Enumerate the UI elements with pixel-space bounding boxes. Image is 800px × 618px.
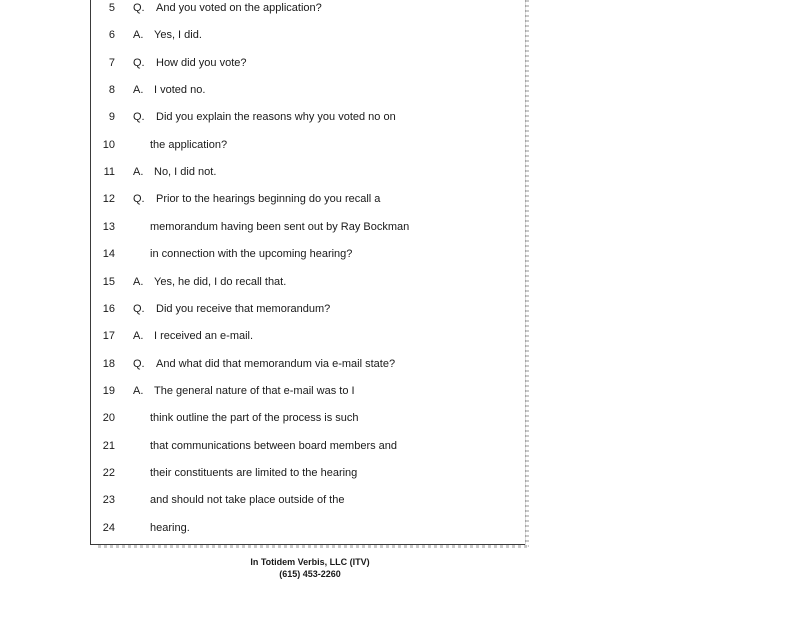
transcript-line [0,218,800,236]
line-number: 5 [108,2,115,14]
transcript-line [0,273,800,291]
line-text: and should not take place outside of the [150,494,345,507]
transcript-line [0,108,800,126]
transcript-line [0,26,800,44]
speaker-label: Q. [133,111,145,124]
line-number: 6 [108,29,115,42]
line-number: 17 [102,330,115,343]
transcript-line [0,300,800,318]
line-text: the application? [150,138,228,151]
speaker-label: A. [133,330,144,343]
transcript-line [0,382,800,400]
line-number: 18 [102,357,115,370]
line-text: memorandum having been sent out by Ray Bockman [150,220,410,233]
line-text: Yes, I did. [154,29,202,42]
line-number: 14 [102,248,115,261]
footer-phone: (615) 453-2260 [279,569,341,579]
line-number: 7 [108,56,115,69]
transcript-line [0,245,800,263]
line-number: 19 [102,384,115,397]
line-text: No, I did not. [154,166,217,179]
line-number: 24 [102,521,115,534]
line-text: Did you receive that memorandum? [156,302,331,315]
footer-company: In Totidem Verbis, LLC (ITV) [250,557,370,567]
line-number: 20 [102,412,115,425]
transcript-line [0,355,800,373]
transcript-line [0,81,800,99]
page-edge-shadow [98,545,528,548]
speaker-label: Q. [133,357,145,370]
transcript-line [0,491,800,509]
line-number: 13 [102,220,115,233]
line-text: their constituents are limited to the hearing [150,466,358,479]
transcript-line [0,163,800,181]
line-text: Yes, he did, I do recall that. [154,275,287,288]
line-number: 9 [108,111,115,124]
speaker-label: A. [133,275,144,288]
transcript-line [0,409,800,427]
line-number: 22 [102,466,115,479]
line-number: 21 [102,439,115,452]
transcript-line [0,190,800,208]
transcript-line [0,437,800,455]
line-number: 8 [108,84,115,97]
line-text: think outline the part of the process is such [150,412,359,425]
speaker-label: Q. [133,193,145,206]
line-number: 11 [103,166,115,179]
line-text: Prior to the hearings beginning do you recall a [156,193,381,206]
line-number: 10 [102,138,115,151]
transcript-line [0,327,800,345]
speaker-label: A. [133,84,144,97]
speaker-label: Q. [133,2,145,14]
speaker-label: Q. [133,56,145,69]
line-text: that communications between board members and [150,439,398,452]
line-text: I voted no. [154,84,206,97]
line-text: hearing. [150,521,190,534]
transcript-line [0,136,800,154]
speaker-label: A. [133,166,144,179]
transcript-line [0,54,800,72]
speaker-label: A. [133,29,144,42]
line-text: And what did that memorandum via e-mail state? [156,357,396,370]
line-number: 16 [102,302,115,315]
transcript-line [0,519,800,537]
transcript-line [0,0,800,17]
speaker-label: Q. [133,302,145,315]
transcript-line [0,464,800,482]
line-text: And you voted on the application? [156,2,322,14]
speaker-label: A. [133,384,144,397]
line-number: 12 [102,193,115,206]
line-text: in connection with the upcoming hearing? [150,248,353,261]
line-text: I received an e-mail. [154,330,254,343]
line-text: Did you explain the reasons why you voted no on [156,111,396,124]
line-text: How did you vote? [156,56,247,69]
line-text: The general nature of that e-mail was to I [154,384,355,397]
line-number: 23 [102,494,115,507]
line-number: 15 [102,275,115,288]
